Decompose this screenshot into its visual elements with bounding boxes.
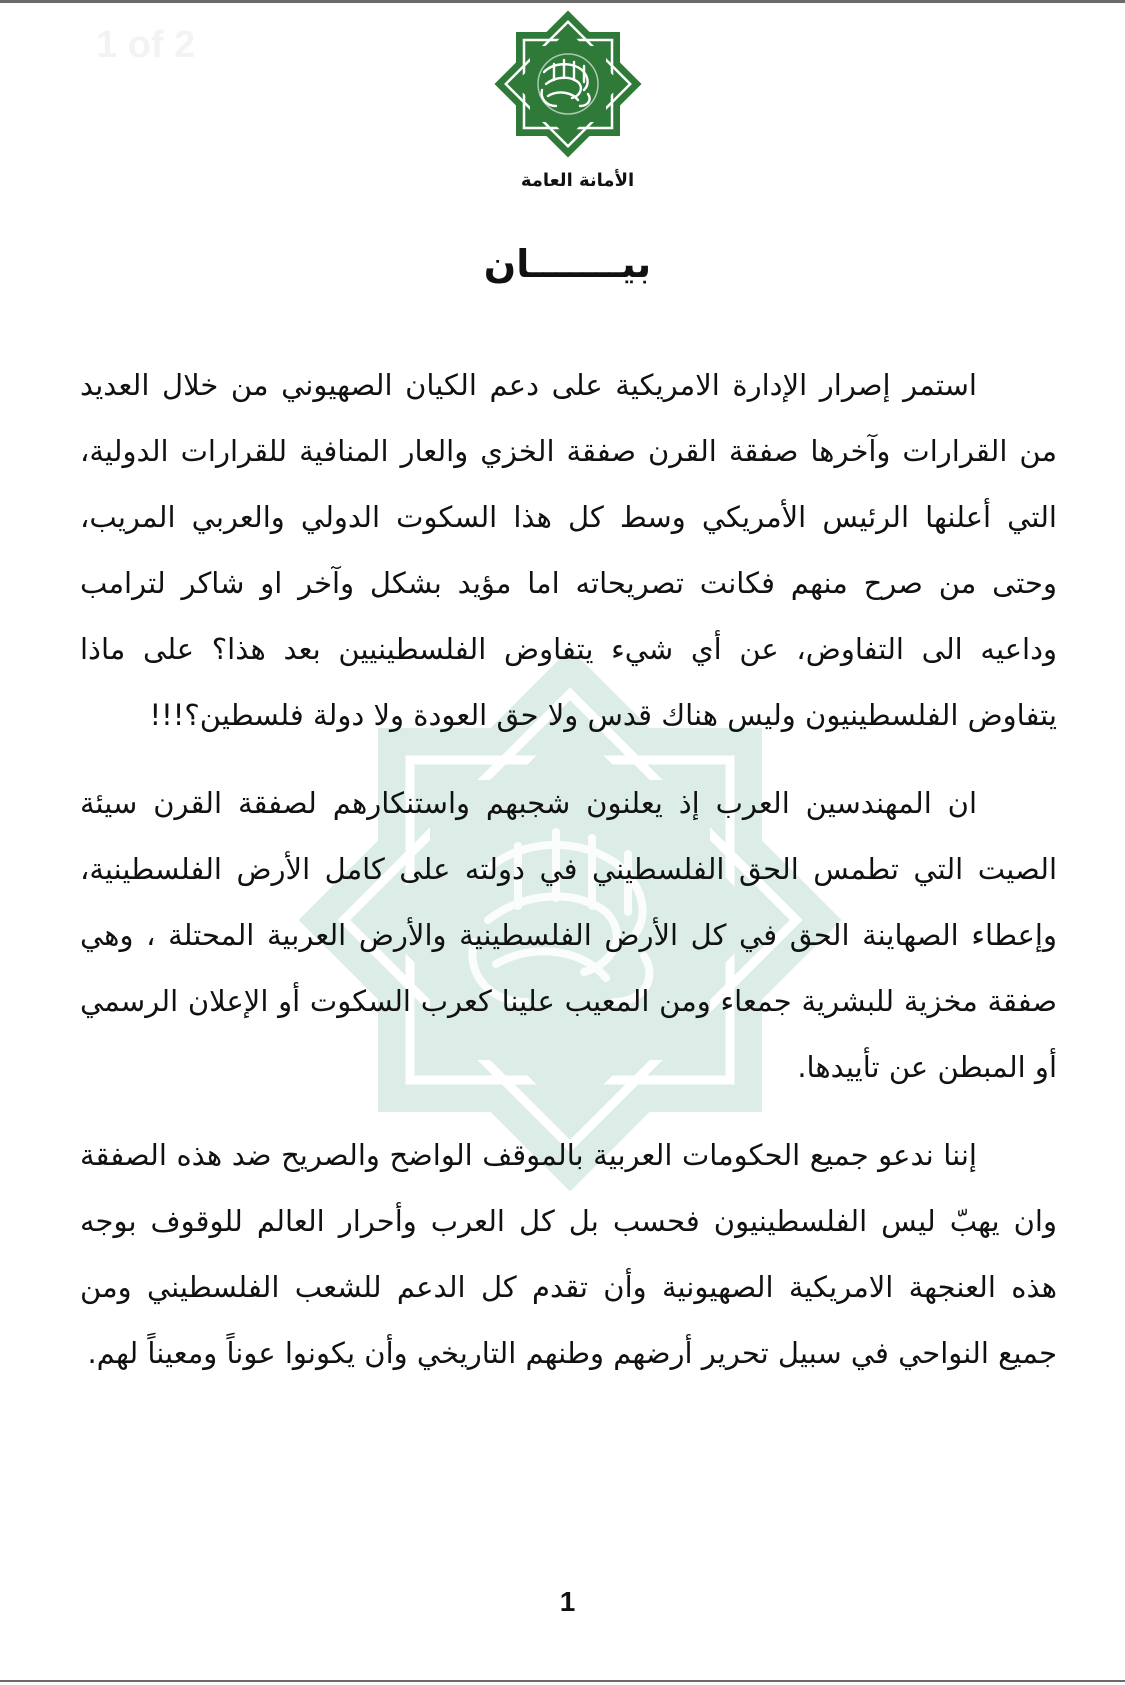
- paragraph-3: إننا ندعو جميع الحكومات العربية بالموقف الواضح والصريح ضد هذه الصفقة وان يهبّ ليس الفلسطينيون فحسب بل كل العرب وأحرار العالم للوقوف بوجه هذه العنجهة الامريكية الصهيونية وأن تقدم كل الدعم للشعب الفلسطيني ومن جميع النواحي في سبيل تحرير أرضهم وطنهم التاريخي وأن يكونوا عوناً ومعيناً لهم.: [80, 1138, 1057, 1370]
- statement-body: [80, 352, 1057, 1408]
- union-logo: [494, 10, 642, 158]
- page-top-border: [0, 0, 1125, 3]
- document-title: بيـــــــان: [483, 242, 652, 286]
- page-indicator: 1 of 2: [96, 24, 196, 66]
- paragraph-1: استمر إصرار الإدارة الامريكية على دعم الكيان الصهيوني من خلال العديد من القرارات وآخرها صفقة القرن صفقة الخزي والعار المنافية للقرارات الدولية، التي أعلنها الرئيس الأمريكي وسط كل هذا السكوت الدولي والعربي المريب، وحتى من صرح منهم فكانت تصريحاته اما مؤيد بشكل وآخر او شاكر لترامب وداعيه الى التفاوض، عن أي شيء يتفاوض الفلسطينيين بعد هذا؟ على ماذا يتفاوض الفلسطينيون وليس هناك قدس ولا حق العودة ولا دولة فلسطين؟!!!: [80, 368, 1057, 732]
- page-number: 1: [559, 1586, 576, 1617]
- paragraph-2: ان المهندسين العرب إذ يعلنون شجبهم واستنكارهم لصفقة القرن سيئة الصيت التي تطمس الحق الفلسطيني في دولته على كامل الأرض الفلسطينية، وإعطاء الصهاينة الحق في كل الأرض الفلسطينية والأرض العربية المحتلة ، وهي صفقة مخزية للبشرية جمعاء ومن المعيب علينا كعرب السكوت أو الإعلان الرسمي أو المبطن عن تأييدها.: [80, 786, 1057, 1084]
- page-bottom-border: [0, 1680, 1125, 1682]
- org-name: الأمانة العامة: [520, 170, 635, 191]
